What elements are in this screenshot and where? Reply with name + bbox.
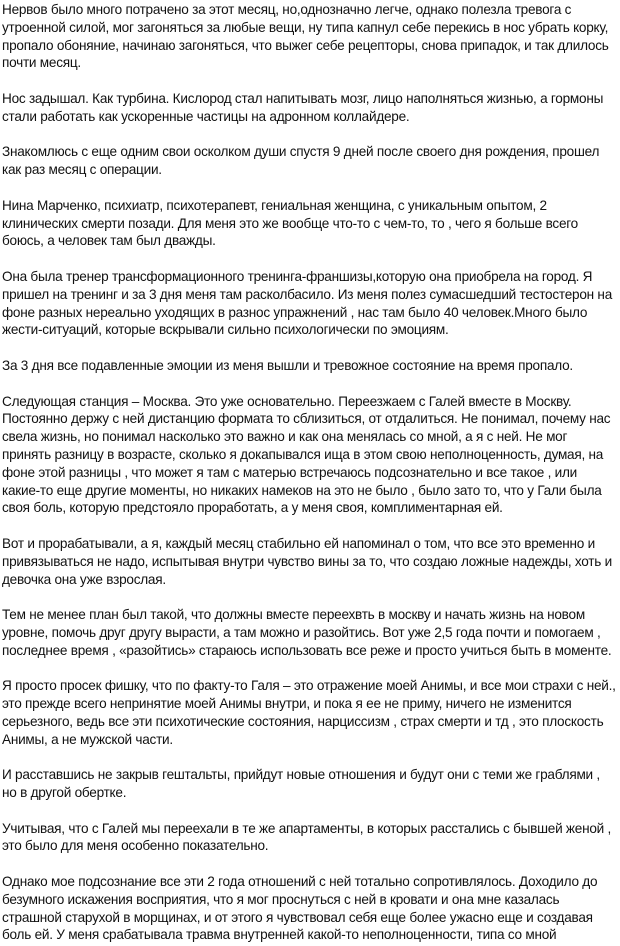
text-line: это было для меня особенно показательно. bbox=[2, 838, 269, 854]
text-line: За 3 дня все подавленные эмоции из меня вышли и тревожное состояние на время пропало. bbox=[2, 357, 573, 373]
text-line: Знакомлюсь с еще одним свои осколком души спустя 9 дней после своего дня рождения, прошел bbox=[2, 144, 600, 160]
paragraph bbox=[2, 677, 620, 748]
text-line: клинических смерти позади. Для меня это же вообще что-то с чем-то, то , чего я больше всего bbox=[2, 215, 578, 231]
text-line: безумного искажения восприятия, что я мог проснуться с ней в кровати и она мне казалась bbox=[2, 891, 560, 907]
paragraph bbox=[2, 268, 620, 339]
text-line: жести-ситуаций, которые вскрывали сильно психологически по эмоциям. bbox=[2, 322, 449, 338]
text-line: Анимы, а не мужской части. bbox=[2, 731, 173, 747]
text-line: последнее время , «разойтись» стараюсь использовать все реже и просто учиться быть в моменте. bbox=[2, 642, 612, 658]
text-line: Нервов было много потрачено за этот месяц, но,однозначно легче, однако полезла тревога с bbox=[2, 2, 572, 17]
paragraph bbox=[2, 606, 620, 659]
text-line: Нос задышал. Как турбина. Кислород стал напитывать мозг, лицо наполняться жизнью, а гормоны bbox=[2, 90, 604, 106]
paragraph bbox=[2, 393, 620, 518]
text-line: фоне этой разницы , что может я там с матерью встречаюсь подсознательно и все такое , или bbox=[2, 464, 578, 480]
paragraph bbox=[2, 873, 620, 944]
paragraph bbox=[2, 820, 620, 856]
text-line: девочка она уже взрослая. bbox=[2, 571, 166, 587]
text-line: стали работать как ускоренные частицы на адронном коллайдере. bbox=[2, 108, 410, 124]
text-line: Учитывая, что с Галей мы переехали в те же апартаменты, в которых расстались с бывшей женой , bbox=[2, 820, 612, 836]
text-line: Постоянно держу с ней дистанцию формата то сблизиться, от отдалиться. Не понимал, почему нас bbox=[2, 411, 611, 427]
text-line: но в другой обертке. bbox=[2, 785, 127, 801]
text-line: пропало обоняние, начинаю загоняться, что выжег себе рецепторы, снова припадок, и так длилось bbox=[2, 37, 609, 53]
paragraph bbox=[2, 357, 620, 375]
text-line: фоне разных нереально уходящих в разнос упражнений , нас там было 40 человек.Много было bbox=[2, 304, 588, 320]
text-line: пришел на тренинг и за 3 дня меня там расколбасило. Из меня полез сумасшедший тестостерон на bbox=[2, 286, 612, 302]
text-line: боль ей. У меня срабатывала травма внутренней какой-то неполноценности, типа со мной bbox=[2, 927, 557, 943]
text-line: своя боль, которую предстояло проработать, а у меня своя, комплиментарная ей. bbox=[2, 500, 503, 516]
text-line: почти месяц. bbox=[2, 55, 81, 71]
paragraph bbox=[2, 766, 620, 802]
text-line: Вот и прорабатывали, а я, каждый месяц стабильно ей напоминал о том, что все это временно и bbox=[2, 535, 595, 551]
paragraph bbox=[2, 535, 620, 588]
paragraph bbox=[2, 197, 620, 250]
paragraph bbox=[2, 1, 620, 72]
text-line: боюсь, а человек там был дважды. bbox=[2, 233, 216, 249]
text-line: как раз месяц с операции. bbox=[2, 162, 162, 178]
text-line: Однако мое подсознание все эти 2 года отношений с ней тотально сопротивлялось. Доходило до bbox=[2, 874, 598, 890]
text-line: Я просто просек фишку, что по факту-то Галя – это отражение моей Анимы, и все мои страхи с ней., bbox=[2, 678, 616, 694]
text-line: уровне, помочь друг другу вырасти, а там можно и разойтись. Вот уже 2,5 года почти и помогаем , bbox=[2, 624, 601, 640]
text-line: Следующая станция – Москва. Это уже основательно. Переезжаем с Галей вместе в Москву. bbox=[2, 393, 572, 409]
text-line: какие-то еще другие моменты, но никаких намеков на это не было , было зато то, что у Гали была bbox=[2, 482, 602, 498]
text-line: И расставшись не закрыв гештальты, прийдут новые отношения и будут они с теми же граблями , bbox=[2, 767, 600, 783]
text-line: привязываться не надо, испытывая внутри чувство вины за то, что создаю ложные надежды, хоть и bbox=[2, 553, 612, 569]
text-line: Она была тренер трансформационного тренинга-франшизы,которую она приобрела на город. Я bbox=[2, 268, 593, 284]
text-line: Нина Марченко, психиатр, психотерапевт, гениальная женщина, с уникальным опытом, 2 bbox=[2, 197, 547, 213]
text-line: страшной старухой в морщинах, и от этого я чувствовал себя еще более ужасно еще и создавая bbox=[2, 909, 593, 925]
text-line: это прежде всего непринятие моей Анимы внутри, и пока я ее не приму, ничего не изменится bbox=[2, 696, 572, 712]
text-line: свела жизнь, но понимал насколько это важно и как она менялась со мной, а я с ней. Не мог bbox=[2, 429, 568, 445]
text-line: серьезного, ведь все эти психотические состояния, нарциссизм , страх смерти и тд , это плоскость bbox=[2, 713, 604, 729]
text-line: Тем не менее план был такой, что должны вместе переехвть в москву и начать жизнь на новом bbox=[2, 607, 585, 623]
text-line: утроенной силой, мог загоняться за любые вещи, ну типа капнул себе перекись в нос убрать корку, bbox=[2, 19, 609, 35]
paragraph bbox=[2, 90, 620, 126]
paragraph bbox=[2, 143, 620, 179]
text-line: принять разницу в возрасте, сколько я докапывался ища в этом свою неполноценность, думая, на bbox=[2, 446, 604, 462]
